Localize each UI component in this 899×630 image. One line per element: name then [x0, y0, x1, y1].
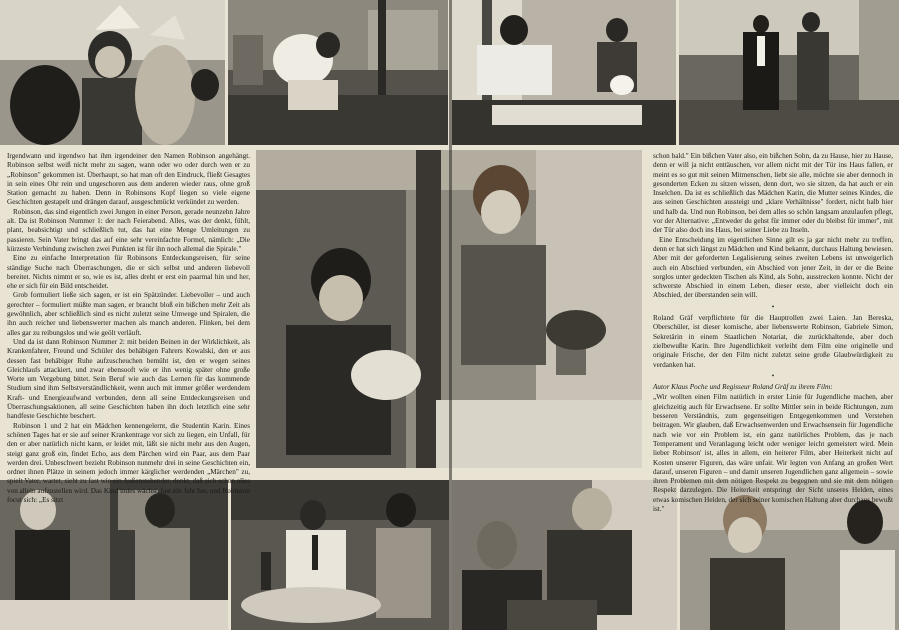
cast-paragraph: Roland Gräf verpflichtete für die Hauptrollen zwei Laien. Jan Bereska, Oberschüler, ist dieser komische, aber liebenswerte Robinson, Gabriele Simon, Sekretärin in einem Staatlichen Notariat, die zurückhaltende, aber doch zielbewußte Karin. Ihre Jugendlichkeit verleiht dem Film eine originelle und originale Frische, der den Film nicht zuletzt seine große Glaubwürdigkeit zu verdanken hat.: [653, 314, 893, 369]
photo-top-1-celebration: [0, 0, 225, 145]
interview-paragraph: „Wir wollten einen Film natürlich in erster Linie für Jugendliche machen, aber gleichzeitig auch für Erwachsene. Er sollte Mittler sein in beide Richtungen, zum besseren Verständnis, zum gegenseitigen Entgegenkommen und Verstehen beitragen. Wir glauben, daß Erwachsenwerden und Erwachsensein für Jugendliche nach wie vor ein Problem ist, ein ganz natürliches Problem, das je nach Temperament und Veranlagung leicht oder weniger leicht gemeistert wird. Mein lieber Robinson' ist, alles in allem, ein heiterer Film, aber Heiterkeit nicht auf Kosten unserer Figuren, das wäre unfair. Wir legten von Anfang an großen Wert darauf, unseren Figuren – und damit unseren Jugendlichen ganz allgemein – sowie ihren Problemen mit dem nötigen Respekt zu begegnen und sie mit dem nötigen Respekt darzulegen. Die Heiterkeit entspringt der Sicht unseres Helden, eines etwas komischen Helden, der sich seiner komischen Haltung aber durchaus bewußt ist.": [653, 393, 893, 513]
left-paragraph: Robinson 1 und 2 hat ein Mädchen kennengelernt, die Studentin Karin. Eines schönen Tages hat er sie auf seiner Krankentrage vor sich zu liegen, ein Unfall, für den er aber natürlich nicht kann, er leidet mit, läßt sie nicht mehr aus den Augen, steigt ganz groß ein, findet Echo, aus dem Pärchen wird ein Paar, aus dem Paar werden drei. Unbeschwert bezieht Robinson nunmehr drei in seine Geschichten ein, ordnet ihnen Plätze in seinem jedoch immer kärglicher werdenden „Märchen" zu, spielt Vater, wartet, sieht zu fast wie ein Außenstehender, denkt, daß sich schon alles von allein aufzustellen wird. Das Kind indes wächst, fast ein Jahr her, und Robinson focut sich: „Es sitzt: [7, 421, 250, 504]
right-paragraph: Eine Entscheidung im eigentlichen Sinne gilt es ja gar nicht mehr zu treffen, denn er hat sich längst zu Mädchen und Kind bekannt, durchaus Haltung bewiesen. Aber mit der geforderten Legalisierung seines zweiten Lebens ist unweigerlich auch ein Abschied verbunden, ein Abschied von jener Zeit, in der er die Beine sorglos unter gedeckten Tischen als Kind, als Sohn, ausstrecken konnte. Nicht der schwerste Abschied in einem Leben, dieser erste, aber vielleicht doch ein Abschied, der überstanden sein will.: [653, 235, 893, 300]
interview-heading: Autor Klaus Poche und Regisseur Roland Gräf zu ihrem Film:: [653, 383, 833, 392]
left-paragraph: Irgendwann und irgendwo hat ihm irgendeiner den Namen Robinson angehängt. Robinson selbst weiß nicht mehr zu sagen, wann oder wo oder durch wen er zu „Robinson" gekommen ist. Überhaupt, so hat man oft den Eindruck, fließt Gesagtes in sein eines Ohr rein und ungeschoren aus dem anderen wieder raus, ohne groß Station gemacht zu haben. Denn in Robinsons Kopf liegen so viele eigene Geschichten gestapelt und drängen darauf, ausgeschmückt verkündet zu werden.: [7, 152, 250, 207]
left-paragraph: Robinson, das sind eigentlich zwei Jungen in einer Person, gerade neunzehn Jahre alt. Da ist Robinson Nummer 1: der nach Feierabend. Alles, was der denkt, fühlt, plant, beabsichtigt und schließlich tut, das hat eine Menge Umleitungen zu passieren. Sein Vater bringt das auf eine sehr vereinfachte Formel, nämlich: „Die kürzeste Verbindung zwischen zwei Punkten ist für ihn noch allemal die Spirale.": [7, 207, 250, 253]
left-paragraph: Grob formuliert ließe sich sagen, er ist ein Spätzünder. Liebevoller – und auch gerechter – formuliert müßte man sagen, er braucht bloß ein bißchen mehr Zeit als gewöhnlich, aber schließlich sind es nicht zuletzt seine Umwege und Spiralen, die ihn auch reicher und liebenswerter machen als manch anderen. Flinken, bei dem alles gar zu reibungslos und wie geölt verläuft.: [7, 291, 250, 337]
photo-top-2-garden: [228, 0, 448, 145]
photo-bottom-2-couple-table: [231, 480, 449, 630]
right-paragraph: schon bald." Ein bißchen Vater also, ein bißchen Sohn, da zu Hause, hier zu Hause, denn er will ja nicht enttäuschen, vor allem nicht mit der Tür ins Haus fallen, er meint es so gut mit seinen Mitmenschen, liebt sie alle, möchte sie aber dennoch in gesonderten Ecken zu sitzen wissen, denn dort, wo sie sitzen, da hat auch er ein Inselchen. Da ist es schließlich das Mädchen Karin, die Mutter seines Kindes, die aus seinen Geschichten aussteigt und „klare Verhältnisse" fordert, nicht halb hier und halb da. Und nun Robinson, bei dem alles so schön langsam anzulaufen pflegt, vor der Alternative: „Entweder du gehst für immer oder du bleibst für immer", mit der Tür also doch ins Haus, bei seiner Liebe zu Inseln.: [653, 152, 893, 235]
page-gutter: [449, 0, 452, 630]
right-text-column: [653, 152, 893, 513]
left-paragraph: Und da ist dann Robinson Nummer 2: mit beiden Beinen in der Wirklichkeit, als Krankenfahrer, Freund und Schüler des behäbigen Fahrers Kowalski, den er aus dessen fast behäbiger Ruhe aufzuscheuchen bemüht ist, den er wegen seines Gleichlaufs attackiert, und zwar ebensooft wie er ihn wenig später ohne große Worte um Vergebung bittet. Sein Beruf wie auch das Lernen für das kommende Studium sind ihm Selbstverständlichkeit, wenn auch mit immer größer werdendem Kraft- und Energieaufwand verbunden, denn all seine Entdeckungsreisen und Überraschungsaktionen, all seine Geschichten haben ihn doch letztlich eine sehr handfeste Geschichte beschert.: [7, 337, 250, 421]
left-text-column: [7, 152, 250, 504]
section-divider-star: •: [771, 302, 775, 311]
photo-top-3-newspaper: [452, 0, 676, 145]
photo-bottom-3-boy-writing: [452, 480, 677, 630]
photo-top-4-street: [679, 0, 899, 145]
section-divider-star: •: [771, 371, 775, 380]
left-paragraph: Eine zu einfache Interpretation für Robinsons Entdeckungsreisen, für seine ständige Suche nach Überraschungen, die er sich selbst und anderen liebevoll bereitet. Nichts nimmt er so, wie es ist, alles dreht er erst ein paarmal hin und her, ehe er sich für ein Bild entscheidet.: [7, 254, 250, 291]
